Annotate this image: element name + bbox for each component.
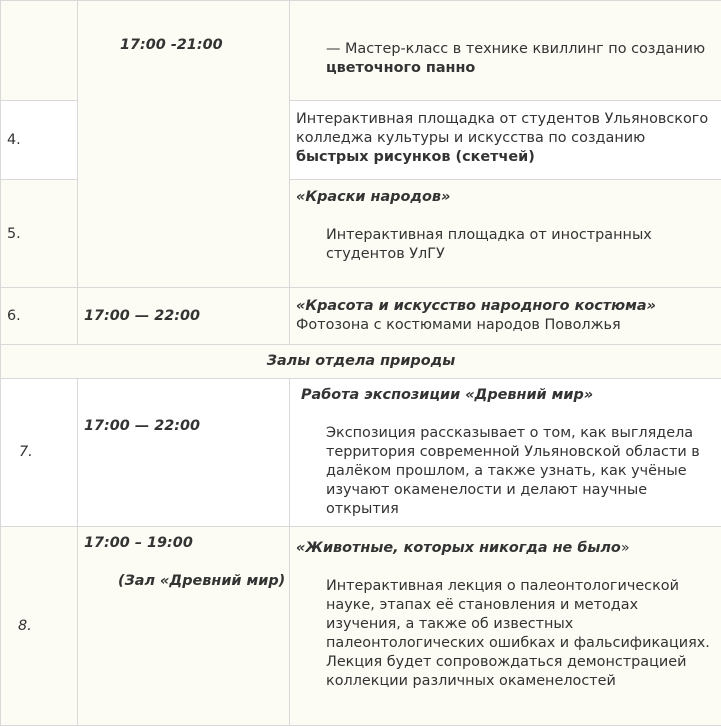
event-title [290,527,721,558]
table-row [1,379,721,527]
description-text: — Мастер-класс в технике квиллинг по созданию [326,41,705,57]
description-text: Фотозона с костюмами народов Поволжья [296,317,621,333]
table-row [1,527,721,726]
event-title-text: «Животные, которых никогда не было [296,540,621,556]
description-bold: цветочного панно [326,60,475,76]
row-number: 8. [1,527,77,636]
event-title: Работа экспозиции «Древний мир» [290,379,721,405]
description-cell [290,180,721,288]
description-text: Интерактивная площадка от студентов Ульяновского колледжа культуры и искусства по созданию [296,111,708,146]
number-cell [1,288,78,345]
table-row [1,288,721,345]
event-time: 17:00 -21:00 [78,1,289,55]
event-title: «Краски народов» [290,180,721,207]
description-bold: быстрых рисунков (скетчей) [296,149,535,165]
description-cell [290,101,721,180]
number-cell [1,101,78,180]
event-time: 17:00 — 22:00 [78,288,289,326]
row-number: 6. [1,288,77,326]
number-cell [1,180,78,288]
event-description [290,101,721,167]
time-cell [78,288,290,345]
number-cell [1,1,78,101]
section-heading: Залы отдела природы [1,345,721,379]
event-description: Интерактивная лекция о палеонтологической науке, этапах её становления и методах изучения, а также об известных палеонтологических ошибках и фальсификациях. Лекция будет сопровождаться демонстрацией коллекции различных окаменелостей [290,558,721,691]
description-cell [290,527,721,726]
section-row [1,345,721,379]
event-time: 17:00 — 22:00 [78,379,289,436]
event-description [290,288,721,335]
event-title: «Красота и искусство народного костюма» [296,298,656,314]
table-row [1,1,721,101]
description-cell [290,1,721,101]
time-cell [78,379,290,527]
event-description: Интерактивная площадка от иностранных студентов УлГУ [290,207,721,264]
time-cell [78,1,290,288]
event-description: Экспозиция рассказывает о том, как выглядела территория современной Ульяновской области в далёком прошлом, а также узнать, как учёные изучают окаменелости и делают научные открытия [290,405,721,519]
event-description [290,1,721,78]
event-hall: (Зал «Древний мир) [78,553,289,591]
number-cell [1,527,78,726]
number-cell [1,379,78,527]
row-number: 7. [1,379,77,462]
event-title-end: » [621,540,630,556]
row-number: 4. [1,101,77,150]
event-time: 17:00 – 19:00 [78,527,289,553]
description-cell [290,288,721,345]
row-number: 5. [1,180,77,244]
description-cell [290,379,721,527]
time-cell [78,527,290,726]
